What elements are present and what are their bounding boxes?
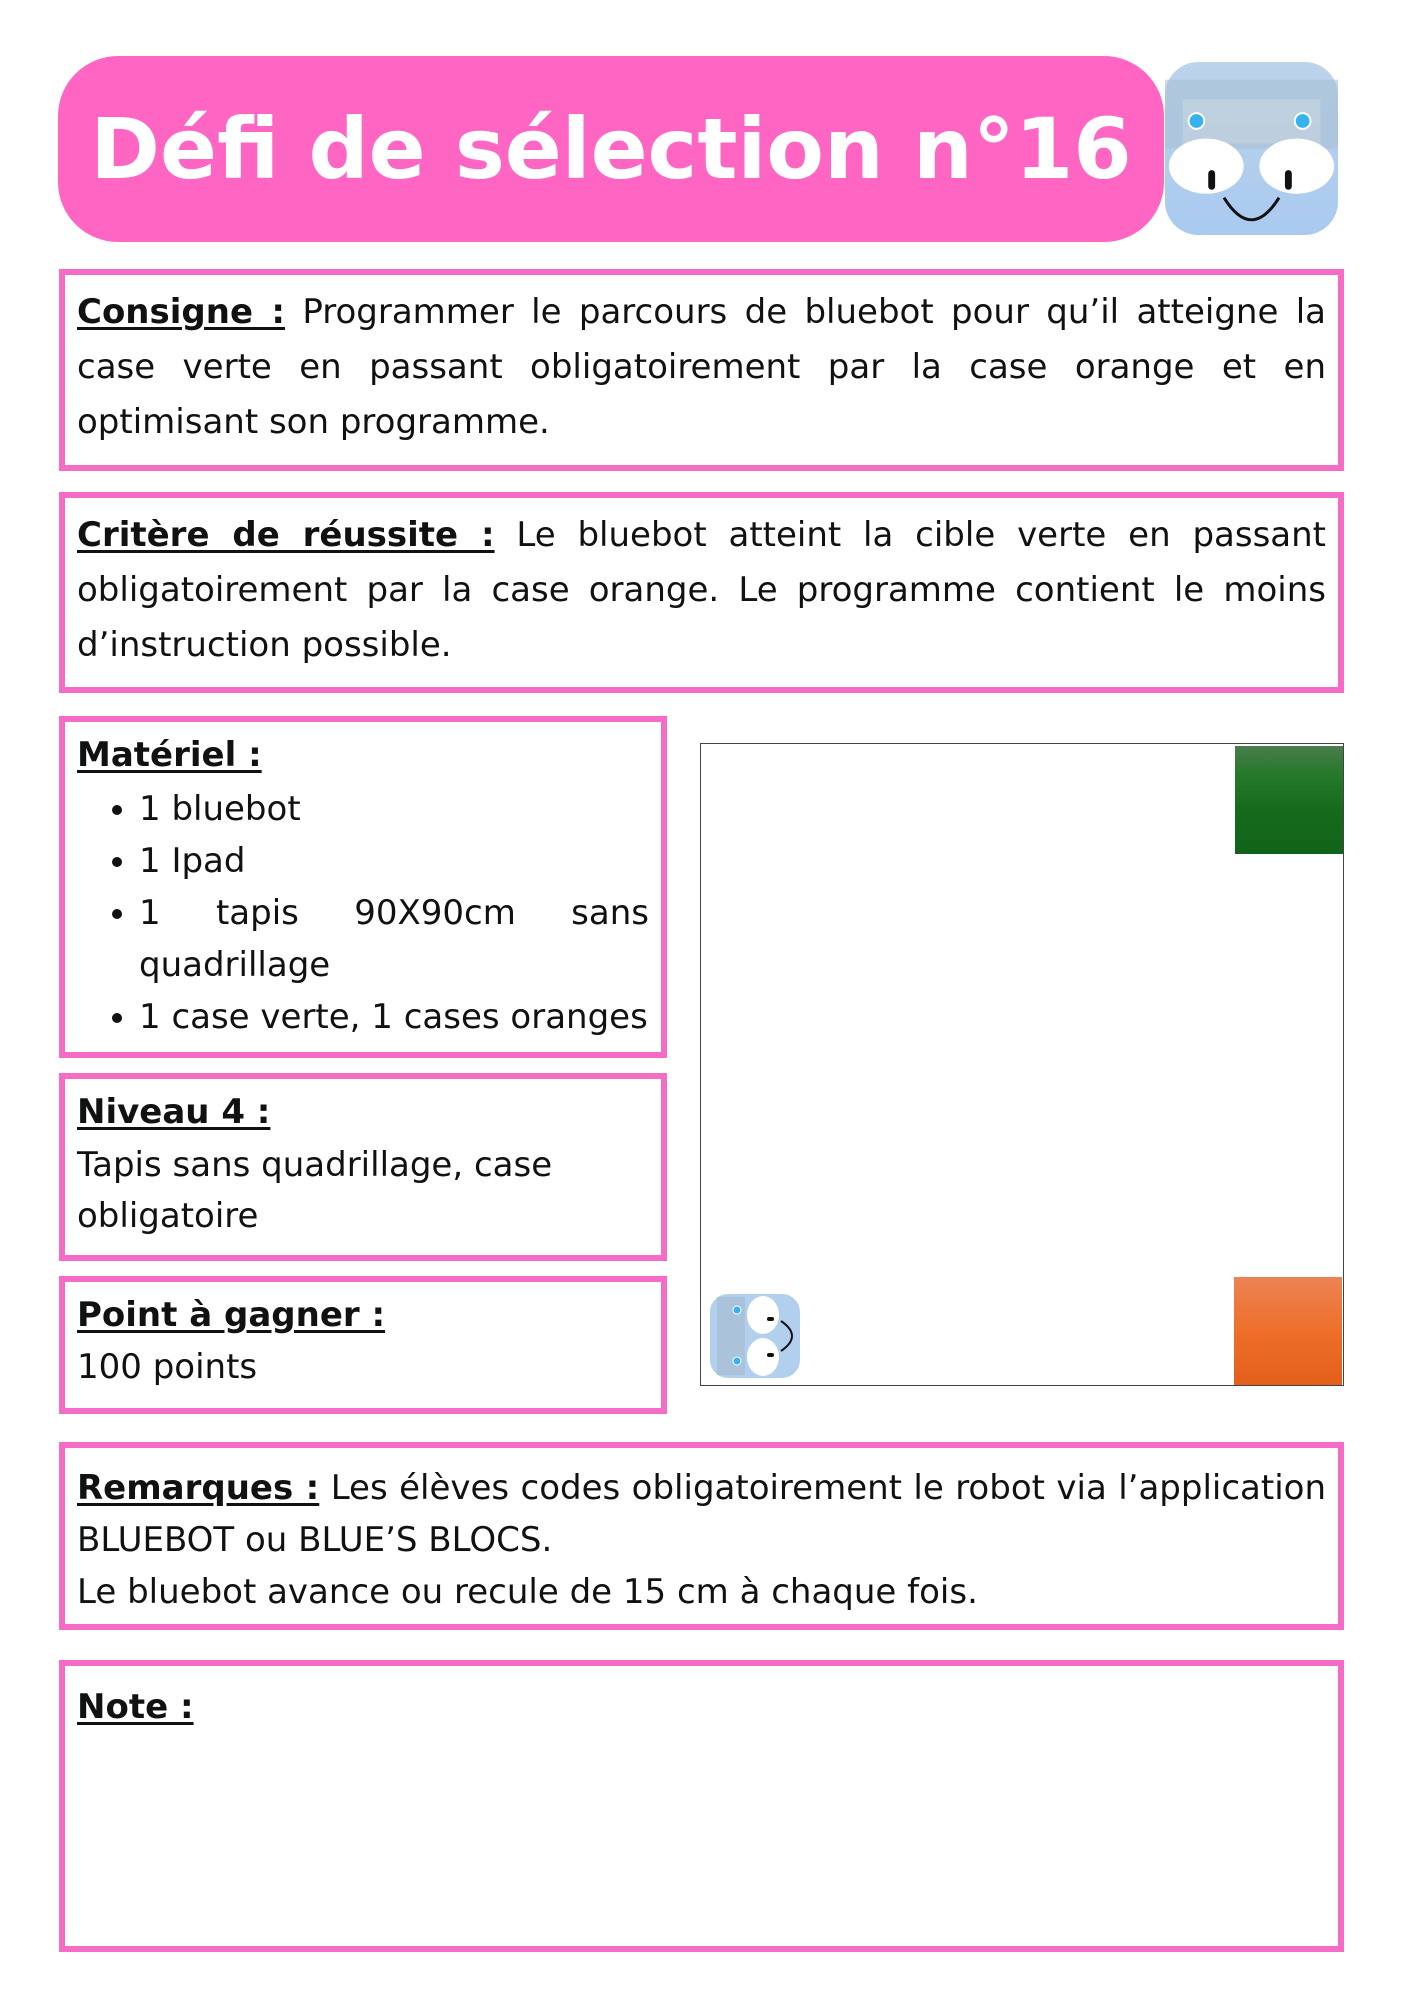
materiel-label: Matériel :	[77, 735, 262, 775]
materiel-box	[59, 716, 667, 1058]
niveau-box	[59, 1073, 667, 1261]
bluebot-robot-icon	[1163, 60, 1340, 237]
note-box	[59, 1660, 1344, 1952]
critere-text: Le bluebot atteint la cible verte en passant obligatoirement par la case orange. Le programme contient le moins d’instruction possible.	[77, 515, 1327, 665]
green-target-square	[1235, 746, 1343, 854]
remarques-line2: Le bluebot avance ou recule de 15 cm à chaque fois.	[77, 1572, 978, 1612]
remarques-label: Remarques :	[77, 1468, 320, 1508]
critere-box	[59, 492, 1344, 693]
consigne-label: Consigne :	[77, 292, 285, 332]
materiel-list	[77, 783, 649, 1043]
page-title: Défi de sélection n°16	[90, 100, 1132, 198]
points-box	[59, 1276, 667, 1414]
bluebot-robot-icon	[709, 1293, 801, 1379]
orange-checkpoint-square	[1234, 1277, 1342, 1385]
list-item: • 1 tapis 90X90cm sans quadrillage	[139, 887, 649, 991]
points-label: Point à gagner :	[77, 1295, 386, 1335]
list-item: • 1 bluebot	[139, 783, 649, 835]
remarques-box	[59, 1442, 1344, 1630]
note-label: Note :	[77, 1687, 194, 1727]
title-banner	[58, 56, 1164, 242]
list-item: • 1 Ipad	[139, 835, 649, 887]
niveau-text: Tapis sans quadrillage, case obligatoire	[77, 1145, 553, 1236]
remarques-line1: Les élèves codes obligatoirement le robot via l’application BLUEBOT ou BLUE’S BLOCS.	[77, 1468, 1326, 1560]
niveau-label: Niveau 4 :	[77, 1092, 271, 1132]
consigne-text: Programmer le parcours de bluebot pour qu’il atteigne la case verte en passant obligatoirement par la case orange et en optimisant son programme.	[77, 292, 1326, 442]
points-text: 100 points	[77, 1347, 258, 1387]
list-item: • 1 case verte, 1 cases oranges	[139, 991, 649, 1043]
critere-label: Critère de réussite :	[77, 515, 495, 555]
mat-map	[700, 743, 1344, 1386]
consigne-box	[59, 269, 1344, 471]
